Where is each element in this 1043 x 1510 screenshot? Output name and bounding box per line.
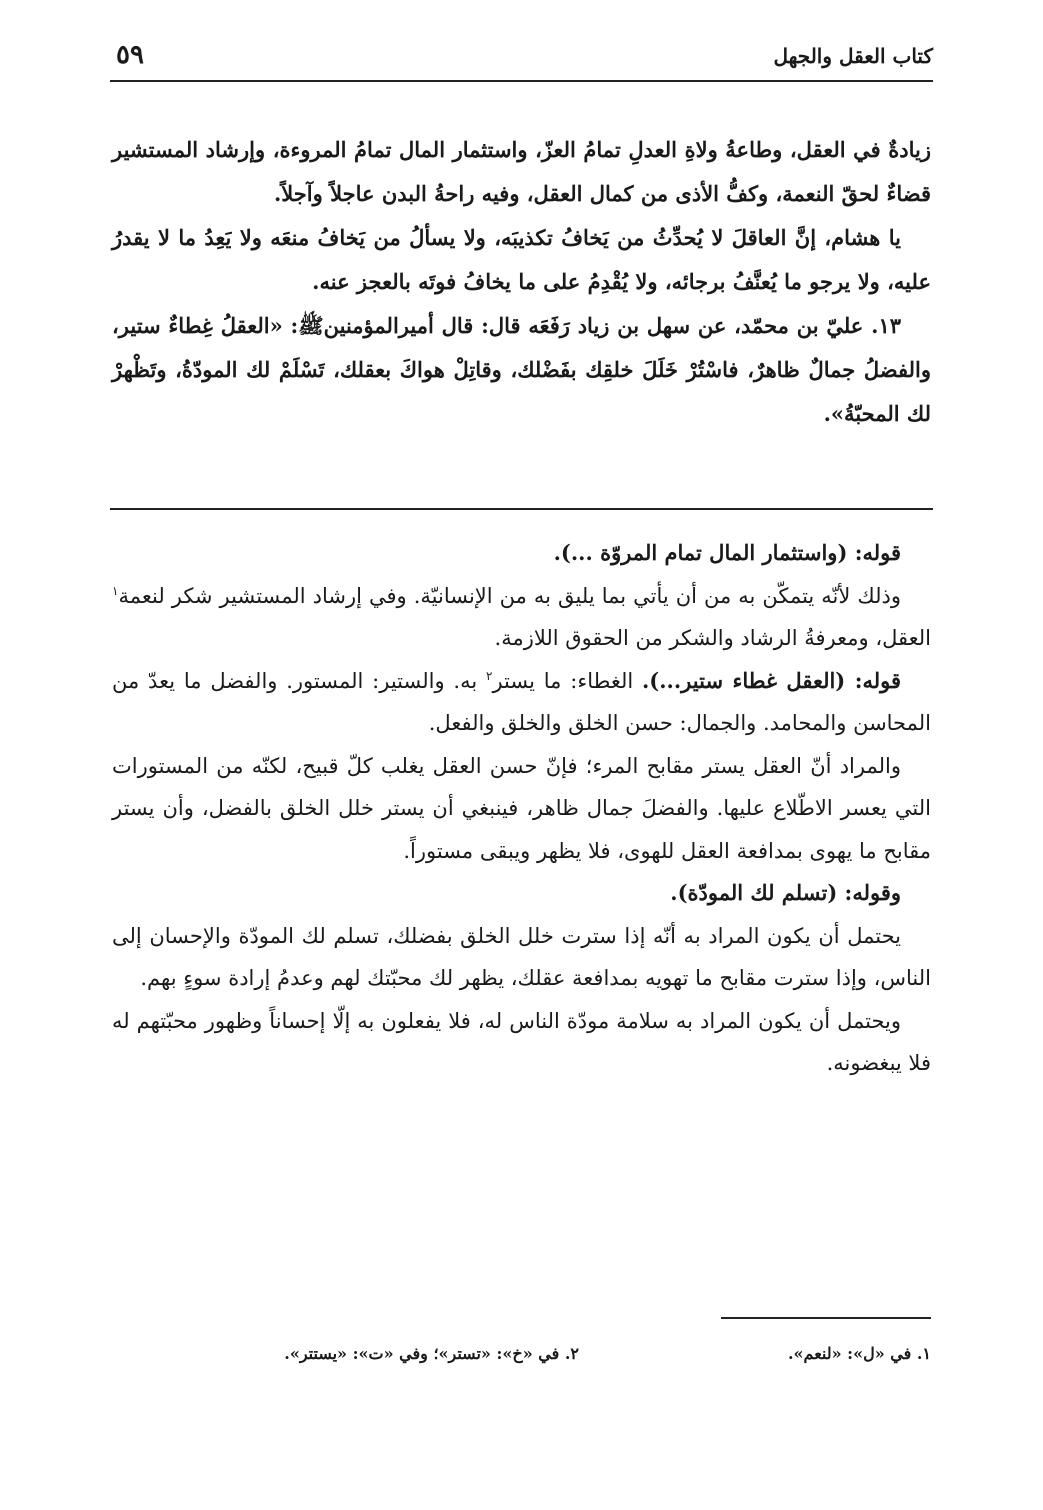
section-divider: [110, 508, 933, 510]
commentary-text-segment: به. والستير: المستور. والفضل ما يعدّ من المحاسن والمحامد. والجمال: حسن الخلق والخلق والفعل.: [112, 668, 931, 735]
footnote-marker[interactable]: ١: [112, 583, 119, 598]
commentary-heading: وقوله: (تسلم لك المودّة).: [670, 880, 901, 905]
footnote-marker[interactable]: ٢: [486, 668, 493, 683]
commentary-text-segment: الغطاء: ما يستر: [492, 668, 642, 693]
page-header: [110, 38, 933, 78]
footnotes: [112, 1344, 931, 1374]
commentary-lemma: قوله: (العقل غطاء ستير...).: [642, 667, 901, 693]
commentary-text-segment: وذلك لأنّه يتمكّن به من أن يأتي بما يليق به من الإنسانيّة. وفي إرشاد المستشير شكر لنعمة: [118, 583, 901, 608]
footnote-rule: [721, 1317, 931, 1319]
commentary-paragraph: يحتمل أن يكون المراد به أنّه إذا سترت خلل الخلق بفضلك، تسلم لك المودّة والإحسان إلى الناس، وإذا سترت مقابح ما تهويه بمدافعة عقلك، يظهر لك محبّتك لهم وعدمُ إرادة سوءٍ بهم.: [112, 923, 931, 990]
commentary-paragraph: [112, 660, 931, 745]
hadith-paragraph: زيادةٌ في العقل، وطاعةُ ولاةِ العدلِ تمامُ العزّ، واستثمار المال تمامُ المروءة، وإرشاد المستشير قضاءٌ لحقّ النعمة، وكفُّ الأذى من كمال العقل، وفيه راحةُ البدن عاجلاً وآجلاً.: [112, 137, 931, 206]
hadith-paragraph: ١٣. عليّ بن محمّد، عن سهل بن زياد رَفَعَه قال: قال أميرالمؤمنينﷺ: «العقلُ غِطاءٌ ستير، والفضلُ جمالٌ ظاهرٌ، فاسْتُرْ خَلَلَ خلقِك بفَضْلك، وقاتِلْ هواكَ بعقلك، تَسْلَمْ لك المودّةُ، وتَظْهرْ لك المحبّةُ».: [112, 313, 931, 426]
page-number: ٥٩: [116, 40, 144, 70]
commentary-text: [112, 532, 931, 1085]
commentary-paragraph: ويحتمل أن يكون المراد به سلامة مودّة الناس له، فلا يفعلون به إلّا إحساناً وظهور محبّتهم له فلا يبغضونه.: [112, 1008, 931, 1075]
commentary-text-segment: العقل، ومعرفةُ الرشاد والشكر من الحقوق اللازمة.: [494, 626, 931, 650]
hadith-paragraph: يا هشام، إنَّ العاقلَ لا يُحدِّثُ من يَخافُ تكذيبَه، ولا يسألُ من يَخافُ منعَه ولا يَعِدُ ما لا يقدرُ عليه، ولا يرجو ما يُعنَّفُ برجائه، ولا يُقْدِمُ على ما يخافُ فوتَه بالعجز عنه.: [112, 225, 931, 294]
running-title: كتاب العقل والجهل: [773, 44, 933, 68]
commentary-paragraph: والمراد أنّ العقل يستر مقابح المرء؛ فإنّ حسن العقل يغلب كلّ قبيح، لكنّه من المستورات التي يعسر الاطّلاع عليها. والفضلَ جمال ظاهر، فينبغي أن يستر خلل الخلق بالفضل، وأن يستر مقابح ما يهوى بمدافعة العقل للهوى، فلا يظهر ويبقى مستوراً.: [112, 753, 931, 863]
hadith-text: [112, 128, 931, 436]
header-rule: [110, 80, 933, 82]
footnote-2: ٢. في «خ»: «تستر»؛ وفي «ت»: «يستتر».: [284, 1344, 579, 1363]
footnote-1: ١. في «ل»: «لنعم».: [787, 1344, 931, 1363]
commentary-paragraph: [112, 575, 931, 660]
commentary-heading: قوله: (واستثمار المال تمام المروّة ...).: [553, 540, 901, 565]
